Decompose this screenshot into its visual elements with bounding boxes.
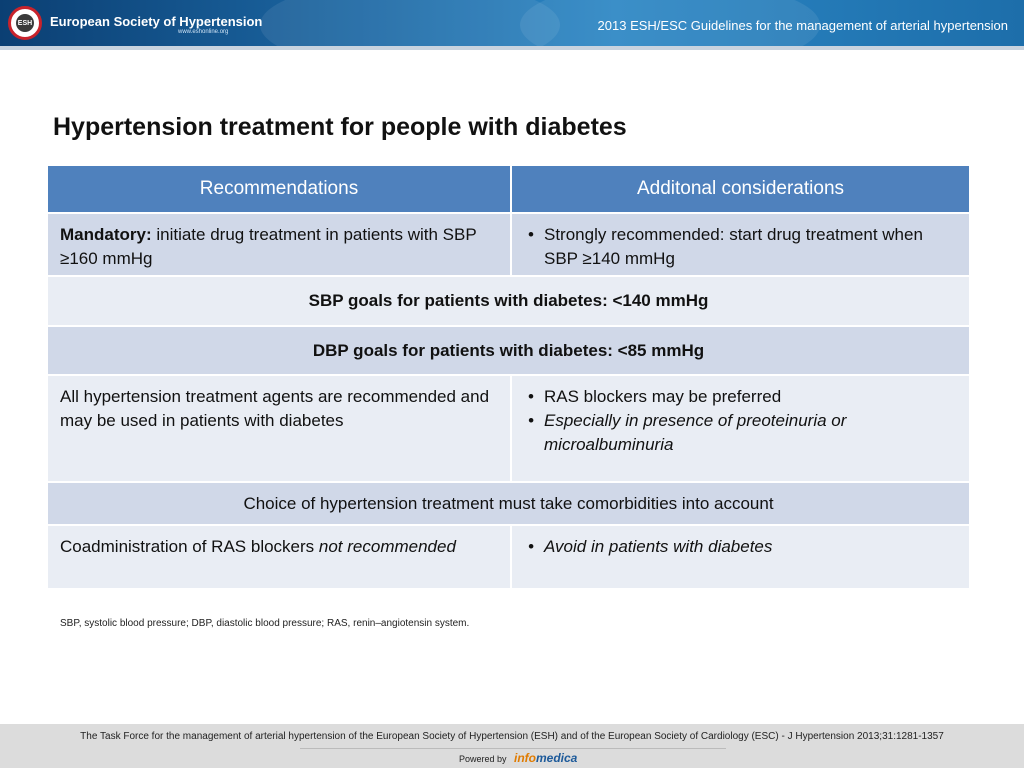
footer-divider bbox=[300, 748, 726, 749]
consideration-cell bbox=[511, 525, 970, 589]
footer bbox=[0, 724, 1024, 768]
table-row bbox=[47, 276, 970, 326]
consideration-item: • RAS blockers may be preferred bbox=[544, 385, 957, 409]
footer-reference: The Task Force for the management of arterial hypertension of the European Society of Hypertension (ESH) and of the European Society of Cardiology (ESC) - J Hypertension 2013;31:1281-1357 bbox=[80, 731, 944, 742]
sbp-goal-cell: SBP goals for patients with diabetes: <140 mmHg bbox=[47, 276, 970, 326]
banner-decoration bbox=[260, 0, 560, 46]
brand-part-2: medica bbox=[536, 751, 578, 765]
comorbidities-cell: Choice of hypertension treatment must take comorbidities into account bbox=[47, 482, 970, 525]
society-url: www.eshonline.org bbox=[178, 29, 229, 35]
table-row bbox=[47, 525, 970, 589]
mandatory-text: initiate drug treatment in patients with SBP ≥160 mmHg bbox=[60, 225, 477, 268]
table-row bbox=[47, 326, 970, 375]
column-header-considerations: Additonal considerations bbox=[511, 165, 970, 213]
powered-by-label: Powered by bbox=[459, 754, 507, 764]
consideration-cell bbox=[511, 375, 970, 482]
mandatory-label: Mandatory: bbox=[60, 225, 152, 244]
abbreviations-footnote: SBP, systolic blood pressure; DBP, diastolic blood pressure; RAS, renin–angiotensin system. bbox=[60, 618, 470, 629]
recommendation-cell: All hypertension treatment agents are recommended and may be used in patients with diabetes bbox=[47, 375, 511, 482]
banner-divider bbox=[0, 46, 1024, 50]
consideration-item: • Avoid in patients with diabetes bbox=[544, 535, 957, 559]
consideration-item: • Strongly recommended: start drug treatment when SBP ≥140 mmHg bbox=[544, 223, 957, 271]
brand-part-1: info bbox=[514, 751, 536, 765]
header-banner bbox=[0, 0, 1024, 46]
consideration-item: • Especially in presence of preoteinuria or microalbuminuria bbox=[544, 409, 957, 457]
consideration-cell bbox=[511, 213, 970, 276]
table-header-row bbox=[47, 165, 970, 213]
society-name: European Society of Hypertension bbox=[50, 14, 263, 29]
infomedica-logo bbox=[514, 751, 577, 765]
table-row bbox=[47, 375, 970, 482]
guidelines-title: 2013 ESH/ESC Guidelines for the management of arterial hypertension bbox=[597, 18, 1008, 33]
recommendations-table bbox=[46, 164, 971, 590]
table-row bbox=[47, 482, 970, 525]
column-header-recommendations: Recommendations bbox=[47, 165, 511, 213]
table-row bbox=[47, 213, 970, 276]
recommendation-cell bbox=[47, 213, 511, 276]
esh-logo-text: ESH bbox=[16, 14, 34, 32]
dbp-goal-cell: DBP goals for patients with diabetes: <85 mmHg bbox=[47, 326, 970, 375]
recommendation-cell bbox=[47, 525, 511, 589]
recommendation-emphasis: not recommended bbox=[318, 537, 456, 556]
esh-logo-icon bbox=[8, 6, 42, 40]
slide-title: Hypertension treatment for people with diabetes bbox=[53, 113, 627, 141]
recommendation-text: Coadministration of RAS blockers bbox=[60, 537, 319, 556]
